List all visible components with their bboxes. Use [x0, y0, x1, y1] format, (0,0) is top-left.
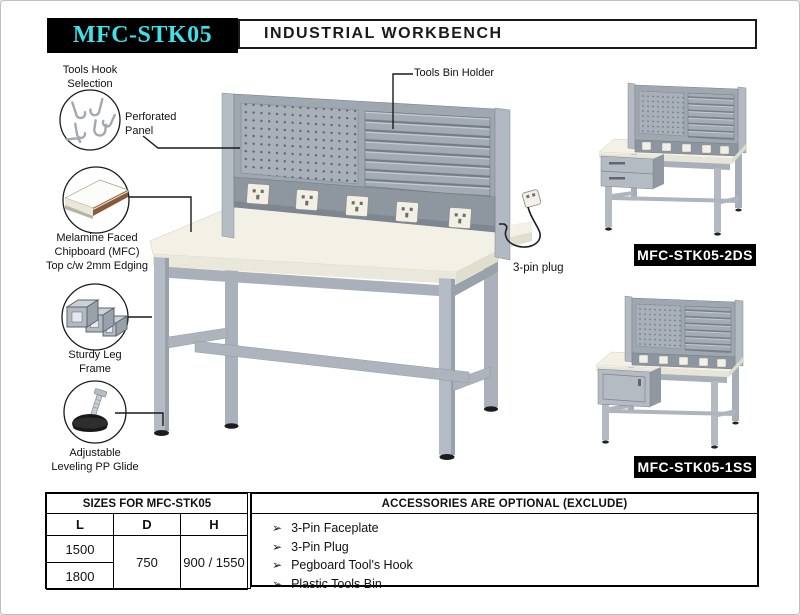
callout-tools-hook — [47, 64, 133, 92]
callout-mfc-line2: Chipboard (MFC) — [54, 245, 140, 258]
depth-value: 750 — [114, 536, 181, 590]
variant-2ds-badge — [634, 244, 756, 266]
list-item — [272, 575, 757, 594]
variant-1ss-label: MFC-STK05-1SS — [637, 459, 753, 475]
col-header-length: L — [47, 514, 114, 536]
accessories-title: ACCESSORIES ARE OPTIONAL (EXCLUDE) — [252, 494, 757, 514]
tools-bin-holder-panel — [365, 111, 490, 197]
arrow-bullet-icon: ➢ — [272, 576, 283, 591]
arrow-bullet-icon: ➢ — [272, 558, 283, 572]
callout-leveling-glide — [39, 447, 151, 475]
callout-mfc-top — [37, 232, 157, 273]
perforated-panel — [241, 103, 358, 184]
accessory-label: 3-Pin Plug — [291, 539, 349, 554]
height-value: 900 / 1550 — [181, 536, 248, 590]
mfc-board-detail — [63, 167, 129, 233]
callout-mfc-line1: Melamine Faced — [56, 232, 138, 244]
variant-1ss-badge — [634, 456, 756, 478]
sizes-table-title: SIZES FOR MFC-STK05 — [47, 494, 248, 514]
cupboard-unit — [598, 369, 650, 407]
callout-tools-hook-line2: Selection — [67, 77, 113, 90]
leg-tube-detail — [62, 284, 128, 350]
arrow-bullet-icon: ➢ — [272, 521, 283, 535]
callout-perforated-line2: Panel — [125, 124, 154, 137]
callout-glide-line1: Adjustable — [69, 447, 121, 459]
callout-glide-line2: Leveling PP Glide — [51, 460, 139, 473]
accessory-label: Plastic Tools Bin — [291, 576, 382, 591]
accessories-box — [250, 492, 759, 591]
variant-2ds-label: MFC-STK05-2DS — [637, 247, 753, 263]
page-title: INDUSTRIAL WORKBENCH — [264, 25, 503, 42]
model-code: MFC-STK05 — [72, 22, 213, 48]
callout-tools-hook-line1: Tools Hook — [62, 64, 118, 76]
list-item — [272, 538, 757, 557]
callout-sturdy-leg — [53, 349, 137, 377]
callout-tools-bin-holder: Tools Bin Holder — [414, 67, 495, 79]
callout-sturdy-line2: Frame — [79, 362, 111, 375]
tools-hook-detail — [60, 90, 120, 150]
callout-plug-label: 3-pin plug — [513, 262, 564, 274]
sizes-table — [46, 493, 248, 590]
accessories-list — [252, 514, 757, 593]
arrow-bullet-icon: ➢ — [272, 539, 283, 554]
variant-1ss-illustration — [596, 296, 743, 449]
col-header-depth: D — [114, 514, 181, 536]
callout-sturdy-line1: Sturdy Leg — [68, 349, 122, 361]
list-item — [272, 519, 757, 538]
length-value-1: 1500 — [47, 536, 114, 563]
callout-perforated-panel — [125, 111, 205, 139]
leveling-glide-detail — [64, 381, 126, 443]
callout-mfc-line3: Top c/w 2mm Edging — [45, 259, 149, 272]
callout-perforated-line1: Perforated — [125, 111, 177, 123]
variant-2ds-illustration — [599, 83, 746, 236]
col-header-height: H — [181, 514, 248, 536]
accessory-label: Pegboard Tool's Hook — [291, 558, 413, 572]
list-item — [272, 556, 757, 575]
length-value-2: 1800 — [47, 563, 114, 590]
accessory-label: 3-Pin Faceplate — [291, 521, 379, 535]
